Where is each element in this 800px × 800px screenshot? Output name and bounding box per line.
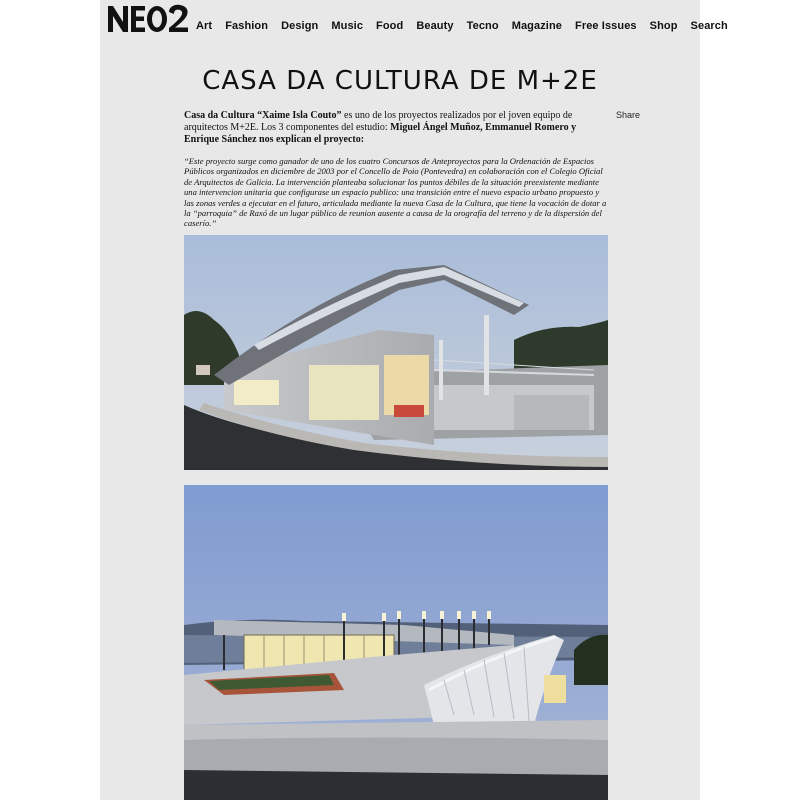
article-body: [184, 110, 608, 229]
neo2-logo[interactable]: [106, 2, 192, 34]
page-column: [100, 0, 728, 800]
article-title: CASA DA CULTURA DE M+2E: [202, 66, 598, 96]
nav-item-search[interactable]: Search: [690, 20, 728, 32]
nav-item-design[interactable]: Design: [281, 20, 319, 32]
nav-item-music[interactable]: Music: [331, 20, 364, 32]
nav-item-art[interactable]: Art: [196, 20, 213, 32]
main-nav: [196, 20, 741, 32]
article-quote: “Este proyecto surge como ganador de uno de los cuatro Concursos de Anteproyectos para la Ordenación de Espacios Públicos organizados en diciembre de 2003 por el Concello de Poio (Pontevedra) en colaboración con el Colegio Oficial de Arquitectos de Galicia. La intervención planteaba solucionar los puntos débiles de la situación preexistente mediante una intervencion unitaria que configurase un espacio publico: una transición entre el nuevo espacio urbano propuesto y las zonas verdes a ejecutar en el futuro, articulada mediante la nueva Casa de la Cultura, que tiene la vocación de dotar a la “parroquia” de Raxó de un lugar público de reunion ausente a causa de la orografía del terreno y de la dispersión del caserío.”: [184, 156, 607, 229]
article-intro: [184, 110, 608, 146]
nav-item-food[interactable]: Food: [376, 20, 404, 32]
building-name: Casa da Cultura “Xaime Isla Couto”: [184, 110, 342, 121]
nav-item-free-issues[interactable]: Free Issues: [575, 20, 637, 32]
architects-names: Miguel Ángel Muñoz, Emmanuel Romero y Enrique Sánchez nos explican el proyecto:: [184, 122, 577, 145]
nav-item-magazine[interactable]: Magazine: [511, 20, 562, 32]
nav-item-shop[interactable]: Shop: [649, 20, 678, 32]
share-button[interactable]: Share: [616, 110, 641, 120]
building-photo-1[interactable]: [184, 235, 608, 470]
intro-text: es uno de los proyectos realizados por el joven equipo de arquitectos M+2E. Los 3 componentes del estudio:: [184, 110, 573, 133]
nav-item-tecno[interactable]: Tecno: [466, 20, 499, 32]
nav-item-fashion[interactable]: Fashion: [225, 20, 269, 32]
nav-item-beauty[interactable]: Beauty: [416, 20, 454, 32]
building-photo-2[interactable]: [184, 485, 608, 800]
